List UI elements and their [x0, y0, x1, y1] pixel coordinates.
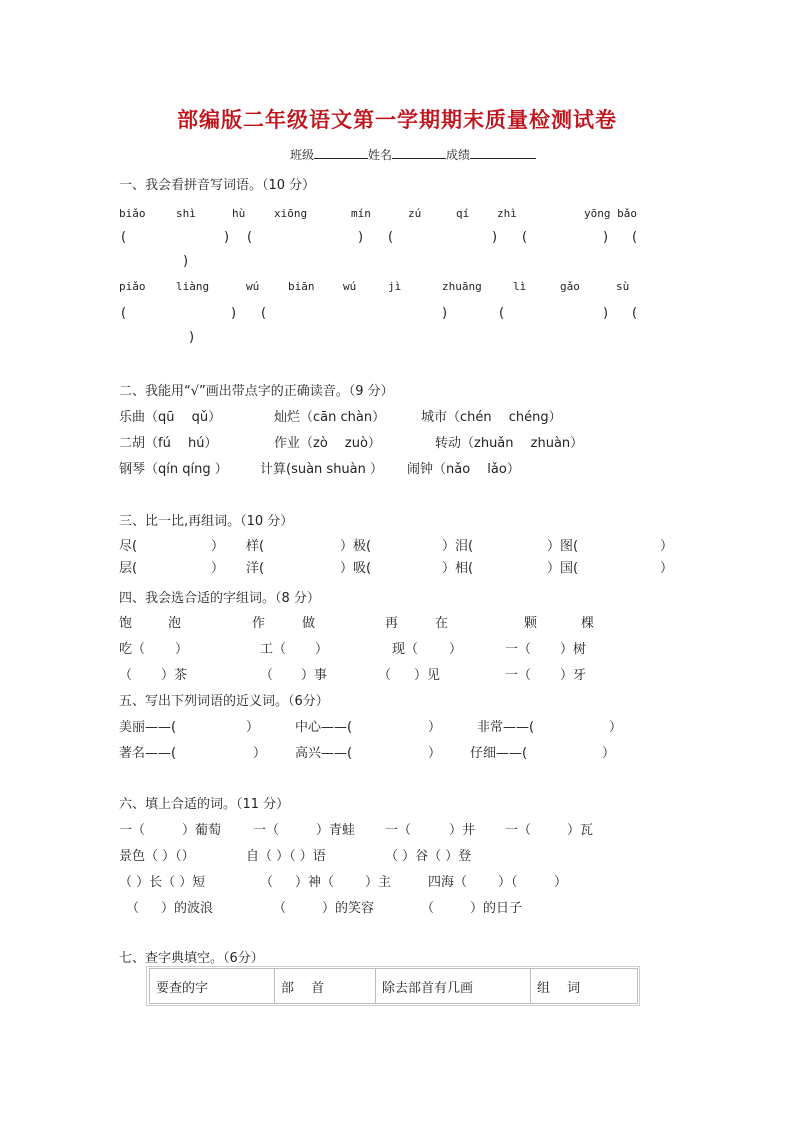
choice-char: 再	[385, 616, 399, 631]
synonym-item: 中心——(	[295, 720, 353, 735]
q1-pinyin: lì	[513, 280, 527, 293]
answer-paren: )	[224, 230, 230, 245]
answer-paren: (	[261, 306, 267, 321]
pronunciation-item[interactable]: 计算(suàn shuàn ）	[260, 462, 384, 477]
compare-item: ）	[660, 561, 674, 576]
compare-item: 样(	[246, 539, 265, 554]
table-header-cell: 部 首	[275, 969, 376, 1004]
answer-paren: )	[189, 330, 195, 345]
choice-char: 在	[435, 616, 449, 631]
fill-item: （ ）谷（ ）登	[385, 849, 472, 864]
word-blank: （	[119, 668, 133, 683]
q1-pinyin: qí	[456, 207, 470, 220]
fill-item: ）的日子	[470, 901, 523, 916]
synonym-item: ）	[428, 720, 442, 735]
fill-item: 一（	[505, 823, 532, 838]
word-blank: ）牙	[560, 668, 587, 683]
dictionary-table	[149, 968, 638, 1004]
synonym-item: 高兴——(	[295, 746, 353, 761]
fill-item: 一（	[119, 823, 146, 838]
word-blank: 现（	[392, 642, 419, 657]
table-header-cell: 组 词	[531, 969, 638, 1004]
synonym-item: 仔细——(	[470, 746, 528, 761]
answer-paren: )	[492, 230, 498, 245]
fill-item: 四海（	[428, 875, 468, 890]
fill-item: （	[260, 875, 274, 890]
q1-pinyin: piǎo	[119, 280, 146, 293]
name-blank[interactable]	[392, 146, 446, 159]
fill-item: ）神（	[295, 875, 335, 890]
answer-paren: (	[247, 230, 253, 245]
page-title: 部编版二年级语文第一学期期末质量检测试卷	[177, 108, 617, 132]
synonym-item: ）	[428, 746, 442, 761]
word-blank: 一（	[505, 668, 532, 683]
fill-item: 自（ ）（ ）语	[246, 849, 326, 864]
fill-item: （	[273, 901, 287, 916]
class-label: 班级	[290, 148, 315, 162]
word-blank: 一（	[505, 642, 532, 657]
q1-pinyin: zhuāng	[442, 280, 482, 293]
word-blank: 工（	[260, 642, 287, 657]
fill-item: 一（	[385, 823, 412, 838]
q1-heading: 一、我会看拼音写词语。（10 分）	[119, 178, 316, 193]
q1-pinyin: xiōng	[274, 207, 308, 220]
word-blank: （	[378, 668, 392, 683]
fill-item: ）井	[449, 823, 476, 838]
choice-char: 饱	[119, 616, 133, 631]
choice-char: 作	[252, 616, 266, 631]
q6-heading: 六、填上合适的词。（11 分）	[119, 797, 290, 812]
answer-paren: (	[632, 230, 638, 245]
q2-heading: 二、我能用“√”画出带点字的正确读音。（9 分）	[119, 384, 394, 399]
word-blank: ）	[175, 642, 189, 657]
fill-item: ）主	[365, 875, 392, 890]
fill-item: （	[126, 901, 140, 916]
compare-item: 洋(	[246, 561, 265, 576]
answer-paren: )	[183, 254, 189, 269]
fill-item: 景色（ ）（）	[119, 849, 195, 864]
answer-paren: (	[121, 306, 127, 321]
answer-paren: (	[388, 230, 394, 245]
name-label: 姓名	[368, 148, 393, 162]
q1-pinyin: sù	[616, 280, 630, 293]
pronunciation-item[interactable]: 二胡（fú hú）	[119, 436, 218, 451]
q1-pinyin: jì	[388, 280, 402, 293]
q1-pinyin: biān	[288, 280, 315, 293]
score-label: 成绩	[446, 148, 471, 162]
synonym-item: 美丽——(	[119, 720, 177, 735]
fill-item: ）青蛙	[316, 823, 356, 838]
fill-item: ）葡萄	[182, 823, 222, 838]
choice-char: 泡	[168, 616, 182, 631]
q5-heading: 五、写出下列词语的近义词。（6分）	[119, 694, 329, 709]
answer-paren: (	[632, 306, 638, 321]
compare-item: ）泪(	[442, 539, 474, 554]
pronunciation-item[interactable]: 钢琴（qín qíng ）	[119, 462, 228, 477]
compare-item: 层(	[119, 561, 138, 576]
answer-paren: )	[442, 306, 448, 321]
compare-item: ）极(	[340, 539, 372, 554]
word-blank: 吃（	[119, 642, 146, 657]
word-blank: ）树	[560, 642, 587, 657]
synonym-item: ）	[602, 746, 616, 761]
compare-item: ）	[211, 561, 225, 576]
pronunciation-item[interactable]: 转动（zhuǎn zhuàn）	[435, 436, 584, 451]
fill-item: ）的笑容	[322, 901, 375, 916]
q1-pinyin: mín	[351, 207, 371, 220]
compare-item: ）国(	[547, 561, 579, 576]
q1-pinyin: wú	[343, 280, 357, 293]
synonym-item: ）	[246, 720, 260, 735]
fill-item: ）的波浪	[161, 901, 214, 916]
compare-item: ）	[211, 539, 225, 554]
answer-paren: )	[231, 306, 237, 321]
pronunciation-item[interactable]: 闹钟（nǎo lǎo）	[407, 462, 520, 477]
q7-heading: 七、查字典填空。（6分）	[119, 951, 264, 966]
fill-item: ）瓦	[567, 823, 594, 838]
q3-heading: 三、比一比,再组词。（10 分）	[119, 514, 294, 529]
q4-heading: 四、我会选合适的字组词。（8 分）	[119, 591, 320, 606]
table-header-cell: 除去部首有几画	[376, 969, 531, 1004]
fill-item: （	[421, 901, 435, 916]
word-blank: ）见	[414, 668, 441, 683]
choice-char: 做	[302, 616, 316, 631]
fill-item: ）	[554, 875, 568, 890]
q1-pinyin: zú	[408, 207, 422, 220]
answer-paren: (	[522, 230, 528, 245]
answer-paren: )	[603, 306, 609, 321]
synonym-item: ）	[609, 720, 623, 735]
synonym-item: ）	[253, 746, 267, 761]
fill-item: （ ）长（ ）短	[119, 875, 206, 890]
q1-pinyin: liàng	[176, 280, 210, 293]
answer-paren: (	[499, 306, 505, 321]
synonym-item: 著名——(	[119, 746, 177, 761]
fill-item: 一（	[253, 823, 280, 838]
pronunciation-item[interactable]: 作业（zò zuò）	[274, 436, 381, 451]
q1-pinyin: hù	[232, 207, 246, 220]
compare-item: ）图(	[547, 539, 579, 554]
q1-pinyin: gǎo	[560, 280, 580, 293]
compare-item: ）吸(	[340, 561, 372, 576]
q1-pinyin: zhì	[497, 207, 517, 220]
table-row	[150, 969, 638, 1004]
q1-pinyin: shì	[176, 207, 196, 220]
score-blank[interactable]	[470, 146, 536, 159]
q1-pinyin: wú	[246, 280, 260, 293]
pronunciation-item[interactable]: 乐曲（qū qǔ）	[119, 410, 222, 425]
word-blank: ）事	[301, 668, 328, 683]
q1-pinyin: biǎo	[119, 207, 146, 220]
pronunciation-item[interactable]: 灿烂（cān chàn）	[274, 410, 386, 425]
word-blank: （	[260, 668, 274, 683]
compare-item: ）相(	[442, 561, 474, 576]
table-header-cell: 要查的字	[150, 969, 275, 1004]
class-blank[interactable]	[314, 146, 368, 159]
pronunciation-item[interactable]: 城市（chén chéng）	[421, 410, 562, 425]
answer-paren: )	[358, 230, 364, 245]
word-blank: ）茶	[161, 668, 188, 683]
choice-char: 棵	[581, 616, 595, 631]
q1-pinyin: yōng bǎo	[584, 207, 637, 220]
answer-paren: )	[603, 230, 609, 245]
student-info	[290, 146, 536, 163]
compare-item: ）	[660, 539, 674, 554]
answer-paren: (	[121, 230, 127, 245]
word-blank: ）	[449, 642, 463, 657]
compare-item: 尽(	[119, 539, 138, 554]
fill-item: ）（	[498, 875, 518, 890]
word-blank: ）	[315, 642, 329, 657]
choice-char: 颗	[524, 616, 538, 631]
synonym-item: 非常——(	[477, 720, 535, 735]
